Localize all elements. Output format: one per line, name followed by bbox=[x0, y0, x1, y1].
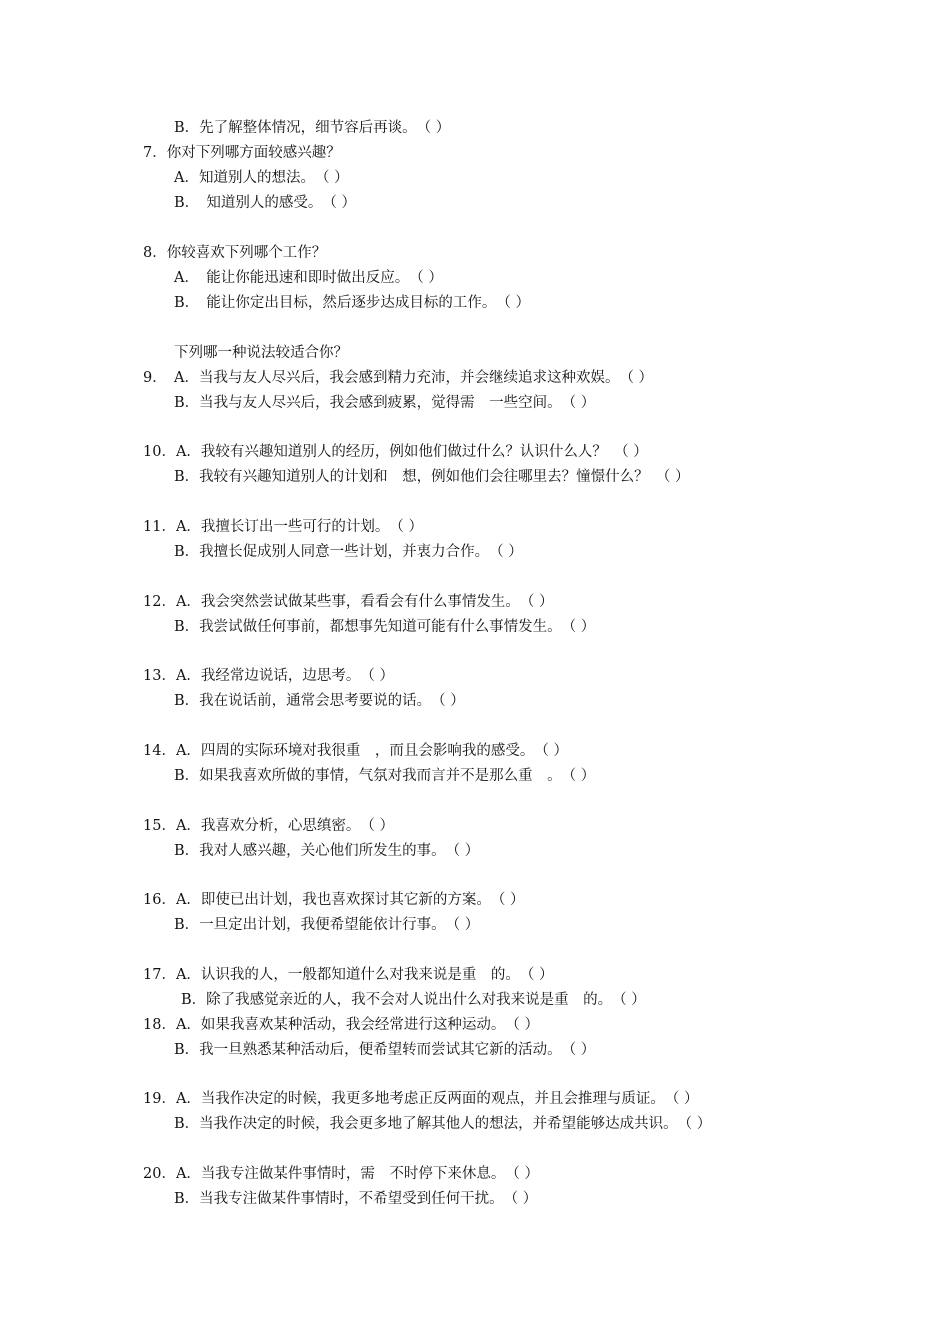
q17-option-b: B．除了我感觉亲近的人，我不会对人说出什么对我来说是重 的。 （ ） bbox=[181, 992, 646, 1008]
q19-option-a: 19．A．当我作决定的时候，我更多地考虑正反两面的观点，并且会推理与质证。 （ ） bbox=[143, 1091, 699, 1107]
q7-option-a: A．知道别人的想法。 （ ） bbox=[174, 170, 349, 186]
q7-option-b: B． 知道别人的感受。 （ ） bbox=[174, 195, 357, 211]
q18-option-a: 18．A．如果我喜欢某种活动，我会经常进行这种运动。 （ ） bbox=[143, 1017, 540, 1033]
q9-option-a: 9． A．当我与友人尽兴后，我会感到精力充沛，并会继续追求这种欢娱。 （ ） bbox=[143, 370, 654, 386]
q20-option-b: B．当我专注做某件事情时，不希望受到任何干扰。 （ ） bbox=[174, 1191, 538, 1207]
q18-option-b: B．我一旦熟悉某种活动后，便希望转而尝试其它新的活动。 （ ） bbox=[174, 1042, 596, 1058]
q12-option-a: 12．A．我会突然尝试做某些事，看看会有什么事情发生。 （ ） bbox=[143, 594, 554, 610]
section-heading: 下列哪一种说法较适合你？ bbox=[174, 345, 348, 361]
q10-option-b: B．我较有兴趣知道别人的计划和 想，例如他们会往哪里去？憧憬什么？ （ ） bbox=[174, 469, 690, 485]
q8-question: 8．你较喜欢下列哪个工作？ bbox=[143, 245, 327, 261]
q6-option-b: B．先了解整体情况，细节容后再谈。 （ ） bbox=[174, 120, 451, 136]
q10-option-a: 10．A．我较有兴趣知道别人的经历，例如他们做过什么？认识什么人？ （ ） bbox=[143, 444, 648, 460]
q9-option-b: B．当我与友人尽兴后，我会感到疲累，觉得需 一些空间。 （ ） bbox=[174, 395, 596, 411]
q16-option-b: B．一旦定出计划，我便希望能依计行事。 （ ） bbox=[174, 917, 480, 933]
q13-option-b: B．我在说话前，通常会思考要说的话。 （ ） bbox=[174, 693, 465, 709]
q13-option-a: 13．A．我经常边说话，边思考。 （ ） bbox=[143, 668, 395, 684]
q7-question: 7．你对下列哪方面较感兴趣？ bbox=[143, 145, 341, 161]
q8-option-b: B． 能让你定出目标，然后逐步达成目标的工作。 （ ） bbox=[174, 295, 531, 311]
q16-option-a: 16．A．即使已出计划，我也喜欢探讨其它新的方案。 （ ） bbox=[143, 892, 525, 908]
q11-option-b: B．我擅长促成别人同意一些计划，并衷力合作。 （ ） bbox=[174, 544, 523, 560]
q19-option-b: B．当我作决定的时候，我会更多地了解其他人的想法，并希望能够达成共识。 （ ） bbox=[174, 1116, 712, 1132]
q20-option-a: 20．A．当我专注做某件事情时，需 不时停下来休息。 （ ） bbox=[143, 1166, 540, 1182]
q15-option-a: 15．A．我喜欢分析，心思缜密。 （ ） bbox=[143, 818, 395, 834]
q12-option-b: B．我尝试做任何事前，都想事先知道可能有什么事情发生。 （ ） bbox=[174, 619, 596, 635]
q14-option-b: B．如果我喜欢所做的事情，气氛对我而言并不是那么重 。 （ ） bbox=[174, 768, 596, 784]
q11-option-a: 11．A．我擅长订出一些可行的计划。 （ ） bbox=[143, 519, 424, 535]
q15-option-b: B．我对人感兴趣，关心他们所发生的事。 （ ） bbox=[174, 843, 480, 859]
q17-option-a: 17．A．认识我的人，一般都知道什么对我来说是重 的。 （ ） bbox=[143, 967, 554, 983]
q8-option-a: A． 能让你能迅速和即时做出反应。 （ ） bbox=[174, 270, 443, 286]
q14-option-a: 14．A．四周的实际环境对我很重 ，而且会影响我的感受。 （ ） bbox=[143, 743, 569, 759]
